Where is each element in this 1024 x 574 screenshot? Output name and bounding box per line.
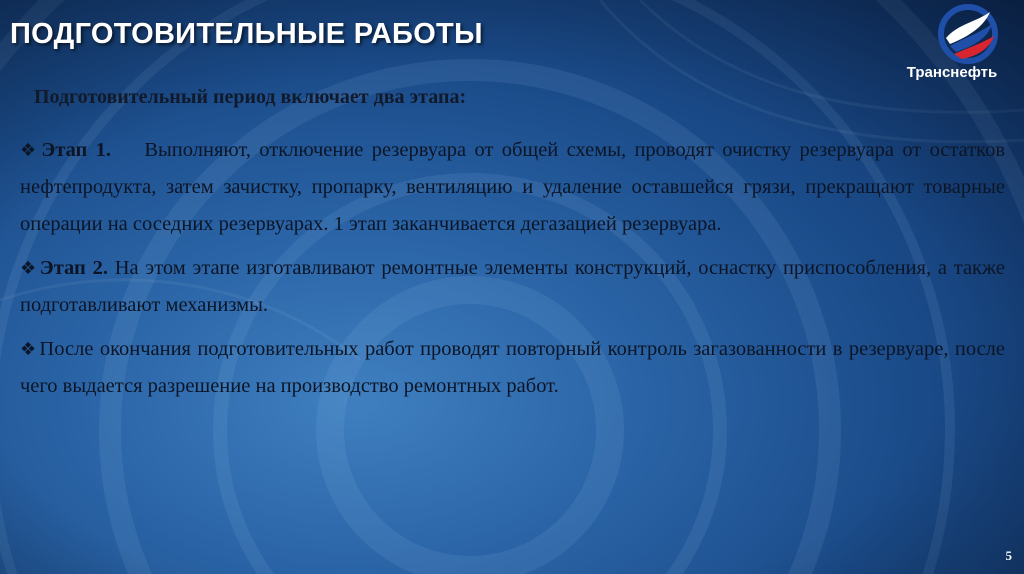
stage-text: На этом этапе изготавливают ремонтные элементы конструкций, оснастку приспособления, а также подготавливают механизмы. [20,257,1005,316]
section-subtitle: Подготовительный период включает два этапа: [34,86,467,108]
list-item-stage-1 [20,132,1005,243]
slide-title: ПОДГОТОВИТЕЛЬНЫЕ РАБОТЫ [10,18,483,50]
stage-label: Этап 1. [41,139,112,161]
diamond-bullet-icon: ❖ [20,339,38,360]
bullet-list [20,132,1005,405]
stage-text: Выполняют, отключение резервуара от общей схемы, проводят очистку резервуара от остатков нефтепродукта, затем зачистку, пропарку, вентиляцию и удаление оставшейся грязи, прекращают товарные операции на соседних резервуарах. 1 этап заканчивается дегазацией резервуара. [20,139,1006,235]
stage-label: Этап 2. [39,257,108,279]
transneft-logo [884,2,1020,88]
transneft-logo-icon [932,2,1004,64]
diamond-bullet-icon: ❖ [20,140,40,161]
logo-text: Транснефть [906,64,998,81]
list-item-stage-2 [20,250,1005,324]
item-text: После окончания подготовительных работ проводят повторный контроль загазованности в резервуаре, после чего выдается разрешение на производство ремонтных работ. [20,338,1006,397]
page-number: 5 [1005,548,1012,563]
diamond-bullet-icon: ❖ [20,258,38,279]
list-item-after-prep [20,331,1005,405]
